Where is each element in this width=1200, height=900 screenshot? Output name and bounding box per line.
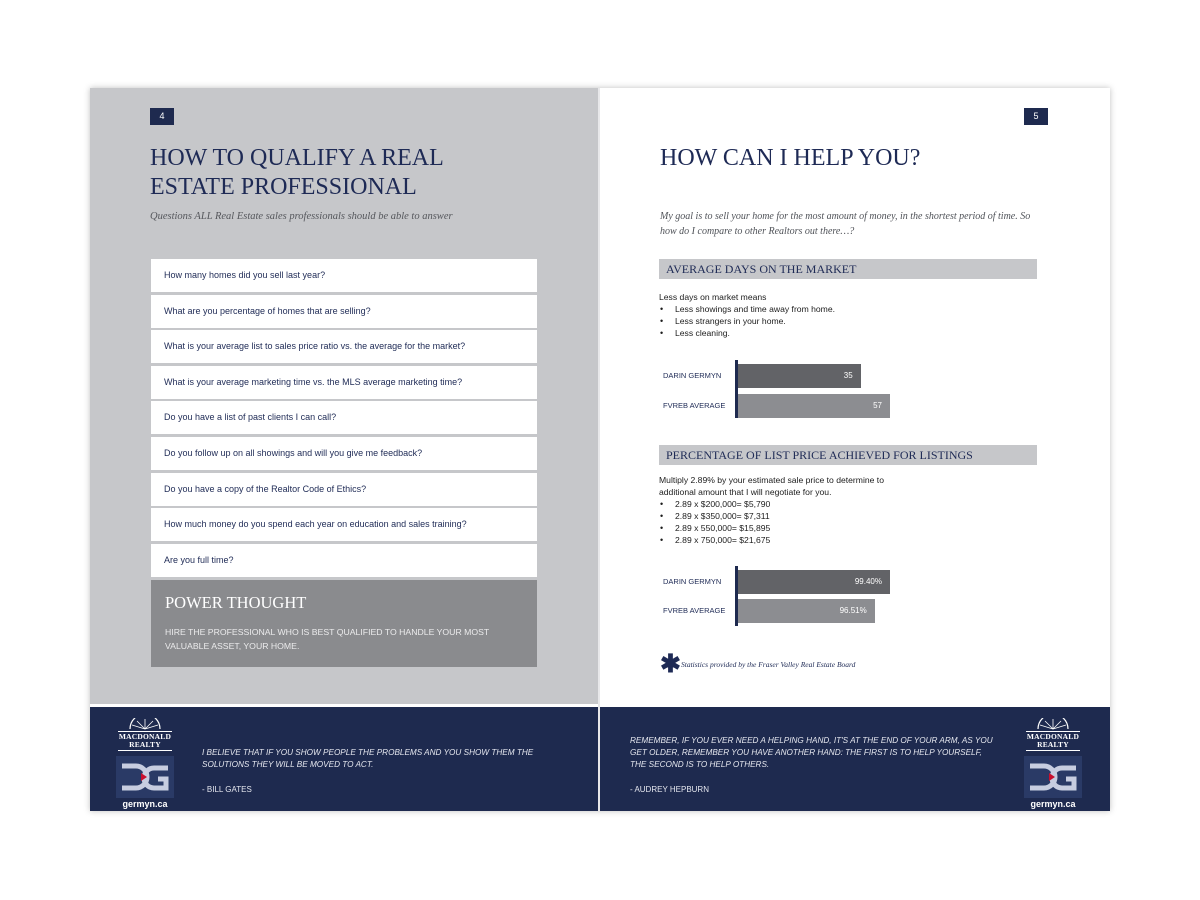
company-logo	[116, 718, 174, 810]
sunburst-icon	[1036, 718, 1070, 730]
chart-bar: 35	[738, 364, 861, 388]
logo-name-line2: REALTY	[129, 740, 161, 749]
footer-quote: REMEMBER, IF YOU EVER NEED A HELPING HAND, IT'S AT THE END OF YOUR ARM, AS YOU GET OLDER, REMEMBER YOU HAVE ANOTHER HAND: THE FIRST IS TO HELP YOURSELF, THE SECOND IS TO HELP OTHERS.	[630, 736, 993, 769]
brochure-spread	[90, 88, 1110, 811]
page-subtitle: Questions ALL Real Estate sales professionals should be able to answer	[150, 211, 453, 222]
logo-name-line2: REALTY	[1037, 740, 1069, 749]
page-title: HOW CAN I HELP YOU?	[660, 145, 921, 171]
question-list	[151, 259, 537, 579]
question-item: What is your average marketing time vs. the MLS average marketing time?	[151, 366, 537, 399]
chart-bar: 99.40%	[738, 570, 890, 594]
question-item: Do you have a copy of the Realtor Code of Ethics?	[151, 473, 537, 506]
section-body	[659, 474, 899, 546]
logo-website: germyn.ca	[1030, 799, 1076, 809]
chart-days-on-market	[659, 360, 882, 418]
chart-category-label: DARIN GERMYN	[663, 577, 722, 586]
quote-author: - AUDREY HEPBURN	[630, 785, 709, 794]
bullet-list	[659, 303, 909, 339]
section-heading: PERCENTAGE OF LIST PRICE ACHIEVED FOR LISTINGS	[659, 445, 1037, 465]
right-page	[600, 88, 1110, 811]
logo-name-line1: MACDONALD	[1026, 732, 1080, 741]
page-number: 5	[1024, 108, 1048, 125]
statistics-note	[660, 650, 856, 678]
chart-category-label: FVREB AVERAGE	[663, 606, 726, 615]
sunburst-icon	[128, 718, 162, 730]
chart-bar: 57	[738, 394, 890, 418]
chart-category-label: FVREB AVERAGE	[663, 401, 726, 410]
list-item: • 2.89 x 750,000= $21,675	[675, 534, 899, 546]
section-body	[659, 291, 909, 339]
chart-list-price-percentage	[659, 566, 882, 626]
list-item: • Less cleaning.	[675, 327, 909, 339]
question-item: What are you percentage of homes that are selling?	[151, 295, 537, 328]
section-lead: Less days on market means	[659, 292, 767, 302]
intro-text: My goal is to sell your home for the most amount of money, in the shortest period of time. So how do I compare to other Realtors out there…?	[660, 211, 1031, 237]
question-item: Do you follow up on all showings and will you give me feedback?	[151, 437, 537, 470]
list-item: • 2.89 x 550,000= $15,895	[675, 522, 899, 534]
dg-monogram-icon	[1024, 756, 1082, 798]
logo-name-line1: MACDONALD	[118, 732, 172, 741]
power-thought-text: HIRE THE PROFESSIONAL WHO IS BEST QUALIFIED TO HANDLE YOUR MOST VALUABLE ASSET, YOUR HOME.	[165, 627, 490, 651]
question-item: Do you have a list of past clients I can call?	[151, 401, 537, 434]
question-item: How much money do you spend each year on education and sales training?	[151, 508, 537, 541]
left-page	[90, 88, 598, 811]
statistics-source: Statistics provided by the Fraser Valley Real Estate Board	[681, 659, 856, 669]
company-logo	[1024, 718, 1082, 810]
logo-website: germyn.ca	[122, 799, 168, 809]
list-item: • 2.89 x $350,000= $7,311	[675, 510, 899, 522]
power-thought-box	[151, 580, 537, 667]
left-footer	[90, 707, 598, 811]
section-lead: Multiply 2.89% by your estimated sale price to determine to additional amount that I will negotiate for you.	[659, 475, 884, 497]
list-item: • Less showings and time away from home.	[675, 303, 909, 315]
quote-author: - BILL GATES	[202, 785, 252, 794]
bullet-list	[659, 498, 899, 546]
question-item: How many homes did you sell last year?	[151, 259, 537, 292]
chart-category-label: DARIN GERMYN	[663, 371, 722, 380]
page-number: 4	[150, 108, 174, 125]
page-title: HOW TO QUALIFY A REAL ESTATE PROFESSIONAL	[150, 145, 443, 200]
dg-monogram-icon	[116, 756, 174, 798]
power-thought-heading: POWER THOUGHT	[165, 593, 307, 612]
list-item: • 2.89 x $200,000= $5,790	[675, 498, 899, 510]
right-footer	[600, 707, 1110, 811]
footer-quote: I BELIEVE THAT IF YOU SHOW PEOPLE THE PROBLEMS AND YOU SHOW THEM THE SOLUTIONS THEY WILL BE MOVED TO ACT.	[202, 748, 534, 769]
chart-bar: 96.51%	[738, 599, 875, 623]
question-item: Are you full time?	[151, 544, 537, 577]
asterisk-icon: ✱	[660, 650, 681, 678]
section-heading: AVERAGE DAYS ON THE MARKET	[659, 259, 1037, 279]
question-item: What is your average list to sales price ratio vs. the average for the market?	[151, 330, 537, 363]
list-item: • Less strangers in your home.	[675, 315, 909, 327]
